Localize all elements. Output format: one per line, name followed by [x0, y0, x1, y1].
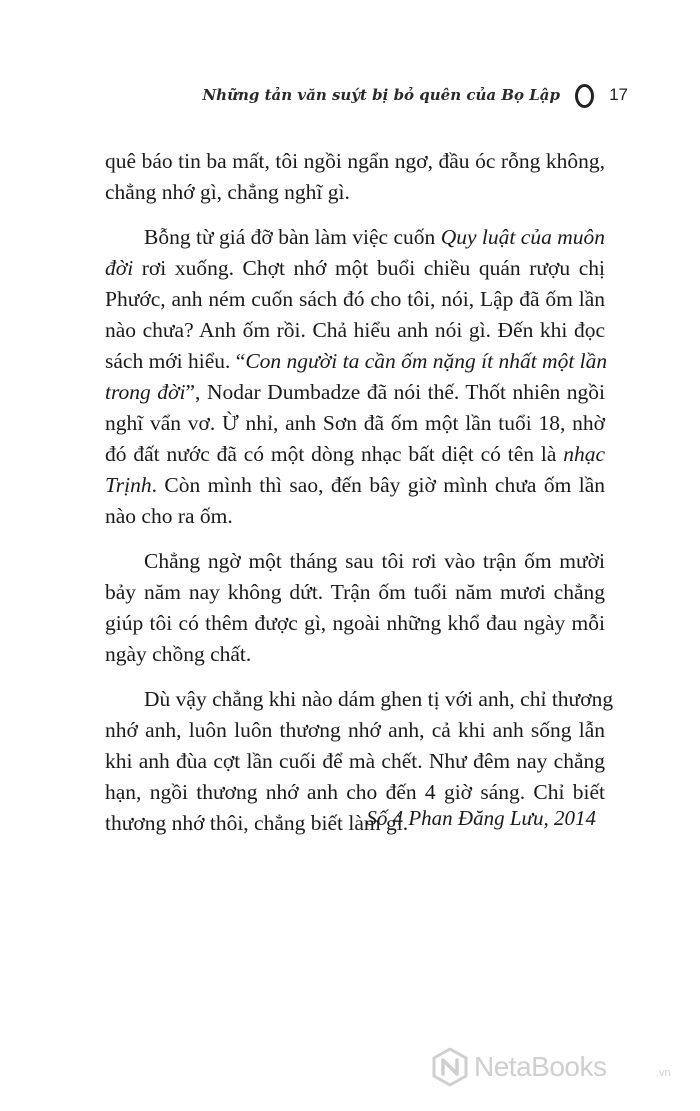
italic-text: nhạc	[563, 442, 605, 466]
paragraph	[105, 146, 605, 208]
text-run: nghĩ vẩn vơ. Ừ nhỉ, anh Sơn đã ốm một lần tuổi 18, nhờ	[105, 411, 605, 435]
text-line	[105, 146, 605, 177]
text-run: ngày chồng chất.	[105, 642, 252, 666]
text-line	[105, 284, 605, 315]
text-line	[105, 546, 605, 577]
text-run: Dù vậy chẳng khi nào dám ghen tị với anh, chỉ thương	[144, 687, 614, 711]
text-run: nào cho ra ốm.	[105, 504, 233, 528]
text-line	[105, 439, 605, 470]
text-run: . Còn mình thì sao, đến bây giờ mình chưa ốm lần	[151, 473, 605, 497]
text-run: đó đất nước đã có một dòng nhạc bất diệt có tên là	[105, 442, 564, 466]
paragraph	[105, 546, 605, 670]
watermark-suffix: .vn	[656, 1067, 671, 1079]
text-run: chẳng nhớ gì, chẳng nghĩ gì.	[105, 180, 350, 204]
text-line	[105, 470, 605, 501]
italic-text: Quy luật của muôn	[440, 225, 605, 249]
netabooks-logo-icon	[430, 1047, 470, 1087]
text-run: rơi xuống. Chợt nhớ một buổi chiều quán rượu chị	[133, 256, 605, 280]
text-line	[105, 408, 605, 439]
text-run: Chẳng ngờ một tháng sau tôi rơi vào trận ốm mười	[144, 549, 605, 573]
text-run: ”, Nodar Dumbadze đã nói thế. Thốt nhiên ngồi	[185, 380, 606, 404]
running-title: Những tản văn suýt bị bỏ quên của Bọ Lập	[202, 86, 560, 104]
text-run: Phước, anh ném cuốn sách đó cho tôi, nói, Lập đã ốm lần	[105, 287, 605, 311]
page-number: 17	[609, 85, 628, 104]
watermark-text: NetaBooks	[474, 1051, 607, 1082]
text-run: hạn, ngồi thương nhớ anh cho đến 4 giờ sáng. Chỉ biết	[105, 780, 605, 804]
text-line	[105, 177, 605, 208]
text-line	[105, 377, 605, 408]
text-line	[105, 684, 614, 715]
text-line	[105, 608, 605, 639]
italic-text: trong đời	[105, 380, 186, 404]
text-line	[105, 777, 605, 808]
text-line	[105, 222, 605, 253]
italic-text: đời	[105, 256, 134, 280]
text-run: quê báo tin ba mất, tôi ngồi ngẩn ngơ, đầu óc rỗng không,	[105, 149, 605, 173]
text-run: sách mới hiểu. “	[105, 349, 246, 373]
text-line	[105, 346, 608, 377]
text-line	[105, 253, 605, 284]
text-run: thương nhớ thôi, chẳng biết làm gì.	[105, 811, 409, 835]
text-run: bảy năm nay không dứt. Trận ốm tuổi năm mươi chẳng	[105, 580, 605, 604]
page-header	[202, 80, 628, 116]
circle-ornament-icon	[575, 84, 594, 108]
text-run: Bỗng từ giá đỡ bàn làm việc cuốn	[144, 225, 441, 249]
text-run: nào chưa? Anh ốm rồi. Chả hiểu anh nói gì. Đến khi đọc	[105, 318, 605, 342]
body-text	[105, 146, 614, 853]
text-line	[105, 746, 605, 777]
paragraph	[105, 222, 608, 532]
text-run: khi anh đùa cợt lần cuối để mà chết. Như đêm nay chẳng	[105, 749, 605, 773]
italic-text: Con người ta cần ốm nặng ít nhất một lần	[245, 349, 608, 373]
text-line	[105, 715, 605, 746]
watermark	[430, 1047, 680, 1087]
signature-place-date: Số 4 Phan Đăng Lưu, 2014	[366, 806, 596, 830]
text-line	[105, 501, 605, 532]
text-run: giúp tôi có thêm được gì, ngoài những khổ đau ngày mỗi	[105, 611, 605, 635]
text-line	[105, 577, 605, 608]
text-run: nhớ anh, luôn luôn thương nhớ anh, cả khi anh sống lẫn	[105, 718, 605, 742]
text-line	[105, 639, 605, 670]
text-line	[105, 315, 605, 346]
italic-text: Trịnh	[105, 473, 152, 497]
